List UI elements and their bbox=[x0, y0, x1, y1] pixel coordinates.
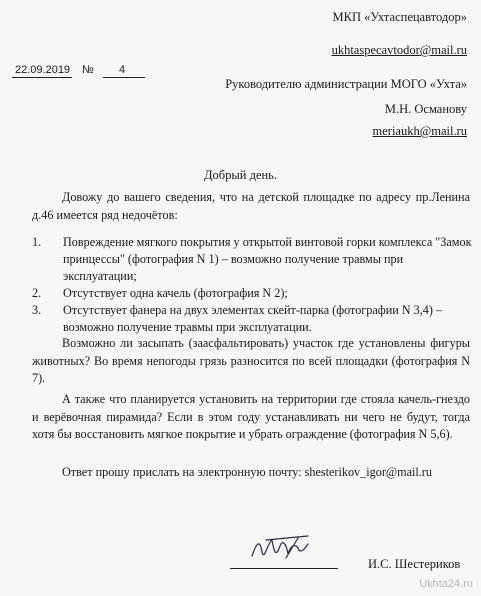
number-label: № bbox=[82, 64, 94, 76]
addressee-name: М.Н. Османову bbox=[384, 102, 467, 116]
issues-list bbox=[32, 234, 472, 336]
site-watermark: Ukhta24.ru bbox=[419, 578, 473, 590]
list-item bbox=[32, 234, 472, 285]
reply-request: Ответ прошу прислать на электронную почту: shesterikov_igor@mail.ru bbox=[62, 465, 432, 479]
list-item-text: Отсутствует фанера на двух элементах скейт-парка (фотографии N 3,4) – возможно получение травмы при эксплуатации. bbox=[63, 303, 443, 334]
list-item-text: Повреждение мягкого покрытия у открытой винтовой горки комплекса "Замок принцессы" (фотография N 1) – возможно получение травмы при эксплуатации; bbox=[63, 235, 472, 283]
letter-number: 4 bbox=[119, 64, 126, 76]
sender-org: МКП «Ухтаспецавтодор» bbox=[332, 10, 467, 24]
list-item-number: 1. bbox=[32, 235, 42, 249]
list-item bbox=[32, 285, 472, 302]
paragraph-playground: А также что планируется установить на территории где стояла качель-гнездо и верёвочная пирамида? Если в этом году устанавливать ни чего не будут, тогда хотя бы восстановить мягкое покрытие и убрать ограждение (фотография N 5,6). bbox=[32, 392, 470, 441]
signer-name: И.С. Шестериков bbox=[368, 557, 461, 571]
list-item-number: 3. bbox=[32, 303, 42, 317]
addressee-title: Руководителю администрации МОГО «Ухта» bbox=[225, 77, 467, 91]
signature-line bbox=[230, 568, 338, 569]
handwritten-signature bbox=[246, 530, 318, 570]
addressee-email[interactable]: meriaukh@mail.ru bbox=[372, 124, 467, 138]
list-item-number: 2. bbox=[32, 286, 42, 300]
number-underline bbox=[103, 77, 145, 78]
date-underline bbox=[12, 77, 72, 78]
sender-email[interactable]: ukhtaspecavtodor@mail.ru bbox=[331, 43, 467, 57]
list-item-text: Отсутствует одна качель (фотография N 2); bbox=[63, 286, 288, 300]
list-item bbox=[32, 302, 472, 336]
paragraph-asphalt: Возможно ли засыпать (заасфальтировать) участок где установлены фигуры животных? Во время непогоды грязь разносится по всей площадки (фотография N 7). bbox=[32, 336, 470, 385]
intro-paragraph: Довожу до вашего сведения, что на детской площадке по адресу пр.Ленина д.46 имеется ряд недочётов: bbox=[32, 190, 470, 222]
letter-date: 22.09.2019 bbox=[15, 64, 71, 76]
greeting: Добрый день. bbox=[203, 168, 278, 182]
